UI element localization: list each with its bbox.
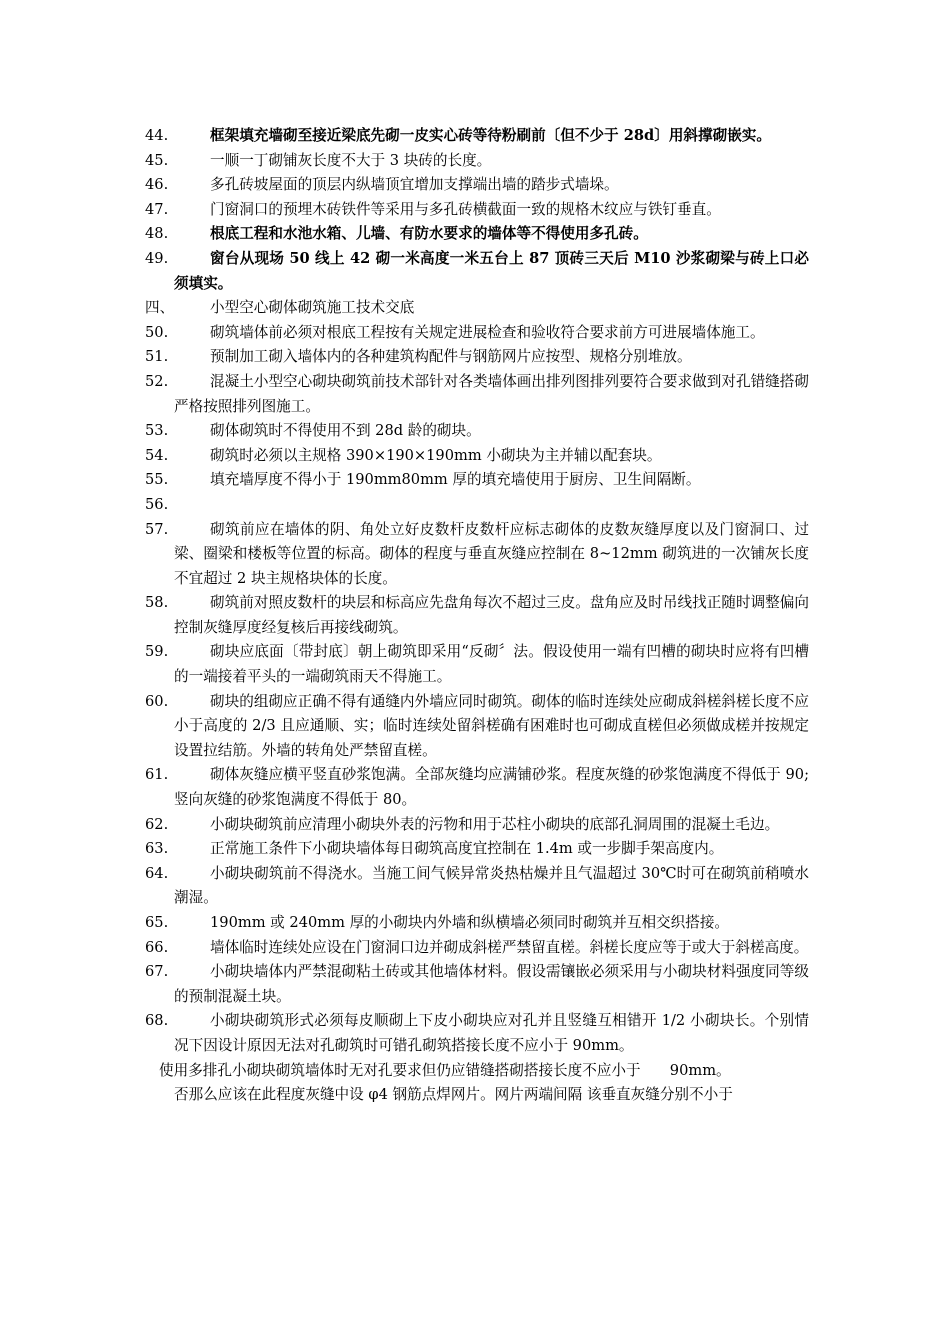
list-item xyxy=(145,960,809,1009)
list-item xyxy=(145,173,809,198)
item-number: 46. xyxy=(145,176,169,194)
list-item xyxy=(145,370,809,419)
item-number: 49. xyxy=(145,249,169,267)
item-number: 63. xyxy=(145,840,169,858)
list-item xyxy=(145,345,809,370)
item-text: 正常施工条件下小砌块墙体每日砌筑高度宜控制在 1.4m 或一步脚手架高度内。 xyxy=(210,840,724,858)
list-item xyxy=(145,591,809,640)
item-number: 56. xyxy=(145,495,169,513)
item-text: 小砌块砌筑前应清理小砌块外表的污物和用于芯柱小砌块的底部孔洞周围的混凝土毛边。 xyxy=(210,815,780,833)
item-number: 53. xyxy=(145,422,169,440)
item-number: 51. xyxy=(145,348,169,366)
item-number: 58. xyxy=(145,594,169,612)
item-text: 小砌块墙体内严禁混砌粘土砖或其他墙体材料。假设需镶嵌必须采用与小砌块材料强度同等级的预制混凝土块。 xyxy=(174,963,809,1005)
item-text: 预制加工砌入墙体内的各种建筑构配件与钢筋网片应按型、规格分别堆放。 xyxy=(210,348,692,366)
item-text xyxy=(145,493,809,518)
list-item xyxy=(145,763,809,812)
list-item xyxy=(145,837,809,862)
item-text: 砌块应底面〔带封底〕朝上砌筑即采用“反砌〞法。假设使用一端有凹槽的砌块时应将有凹槽的一端接着平头的一端砌筑雨天不得施工。 xyxy=(174,643,809,686)
item-number: 59. xyxy=(145,643,169,661)
list-item xyxy=(145,124,809,149)
list-item xyxy=(145,468,809,493)
list-item xyxy=(145,640,809,689)
item-number: 62. xyxy=(145,815,169,833)
list-item xyxy=(145,911,809,936)
item-number: 54. xyxy=(145,446,169,464)
list-item xyxy=(145,444,809,469)
item-text: 砌筑墙体前必须对根底工程按有关规定进展检查和验收符合要求前方可进展墙体施工。 xyxy=(210,323,765,341)
item-text: 根底工程和水池水箱、儿墙、有防水要求的墙体等不得使用多孔砖。 xyxy=(210,225,648,243)
item-text: 190mm 或 240mm 厚的小砌块内外墙和纵横墙必须同时砌筑并互相交织搭接。 xyxy=(210,914,730,931)
item-number: 47. xyxy=(145,200,169,218)
item-number: 四、 xyxy=(145,299,175,317)
item-number: 52. xyxy=(145,372,169,390)
item-text: 砌块的组砌应正确不得有通缝内外墙应同时砌筑。砌体的临时连续处应砌成斜槎斜槎长度不应小于高度的 2/3 且应通顺、实；临时连续处留斜槎确有困难时也可砌成直槎但必须做成槎并按规定设置拉结筋。外墙的转角处严禁留直槎。 xyxy=(174,692,809,759)
item-text: 框架填充墙砌至接近梁底先砌一皮实心砖等待粉刷前〔但不少于 28d〕用斜撑砌嵌实。 xyxy=(210,127,771,144)
list-item xyxy=(145,493,809,518)
item-number: 64. xyxy=(145,864,169,882)
list-item xyxy=(145,296,809,321)
item-text: 砌筑时必须以主规格 390×190×190mm 小砌块为主并辅以配套块。 xyxy=(210,446,662,464)
list-item xyxy=(145,690,809,764)
item-number: 65. xyxy=(145,914,169,931)
list-item xyxy=(145,321,809,346)
item-number: 68. xyxy=(145,1012,169,1030)
item-text: 多孔砖坡屋面的顶层内纵墙顶宜增加支撑端出墙的踏步式墙垛。 xyxy=(210,176,619,194)
item-number: 66. xyxy=(145,938,169,956)
item-number: 57. xyxy=(145,520,169,538)
list-item xyxy=(145,862,809,911)
item-number: 50. xyxy=(145,323,169,341)
item-text: 窗台从现场 50 线上 42 砌一米高度一米五台上 87 顶砖三天后 M10 沙浆砌梁与砖上口必须填实。 xyxy=(174,249,809,292)
item-number: 44. xyxy=(145,127,169,144)
item-number: 48. xyxy=(145,225,169,243)
item-number: 45. xyxy=(145,151,169,169)
item-text: 墙体临时连续处应设在门窗洞口边并砌成斜槎严禁留直槎。斜槎长度应等于或大于斜槎高度。 xyxy=(210,938,809,956)
list-item xyxy=(145,149,809,174)
item-text: 砌筑前应在墙体的阴、角处立好皮数杆皮数杆应标志砌体的皮数灰缝厚度以及门窗洞口、过梁、圈梁和楼板等位置的标高。砌体的程度与垂直灰缝应控制在 8~12mm 砌筑进的一次铺灰长度不宜超过 2 块主规格块体的长度。 xyxy=(174,520,809,587)
paragraph-continuation-2: 否那么应该在此程度灰缝中设 φ4 钢筋点焊网片。网片两端间隔 该垂直灰缝分别不小于 xyxy=(174,1086,733,1104)
item-text: 砌体砌筑时不得使用不到 28d 龄的砌块。 xyxy=(210,422,481,440)
list-item xyxy=(145,419,809,444)
item-number: 61. xyxy=(145,766,169,784)
list-item xyxy=(145,518,809,592)
item-text: 砌体灰缝应横平竖直砂浆饱满。全部灰缝均应满铺砂浆。程度灰缝的砂浆饱满度不得低于 90;竖向灰缝的砂浆饱满度不得低于 80。 xyxy=(174,766,809,809)
paragraph-continuation: 使用多排孔小砌块砌筑墙体时无对孔要求但仍应错缝搭砌搭接长度不应小于 90mm。 xyxy=(159,1061,731,1079)
item-text: 小砌块砌筑前不得浇水。当施工间气候异常炎热枯燥并且气温超过 30℃时可在砌筑前稍喷水潮湿。 xyxy=(174,864,809,907)
item-number: 55. xyxy=(145,471,169,489)
list-item xyxy=(145,222,809,247)
item-text: 一顺一丁砌铺灰长度不大于 3 块砖的长度。 xyxy=(210,151,492,169)
item-text: 填充墙厚度不得小于 190mm80mm 厚的填充墙使用于厨房、卫生间隔断。 xyxy=(210,471,701,489)
document-body xyxy=(145,124,809,1108)
item-text: 门窗洞口的预埋木砖铁件等采用与多孔砖横截面一致的规格木纹应与铁钉垂直。 xyxy=(210,200,721,218)
list-item xyxy=(145,813,809,838)
item-number: 67. xyxy=(145,963,169,981)
item-number: 60. xyxy=(145,692,169,710)
item-text: 小砌块砌筑形式必须每皮顺砌上下皮小砌块应对孔并且竖缝互相错开 1/2 小砌块长。个别情况下因设计原因无法对孔砌筑时可错孔砌筑搭接长度不应小于 90mm。 xyxy=(174,1012,809,1054)
list-item xyxy=(145,1009,809,1058)
item-text: 混凝土小型空心砌块砌筑前技术部针对各类墙体画出排列图排列要符合要求做到对孔错缝搭砌严格按照排列图施工。 xyxy=(174,372,809,415)
list-item xyxy=(145,936,809,961)
list-item xyxy=(145,198,809,223)
list-item xyxy=(145,247,809,296)
item-text: 小型空心砌体砌筑施工技术交底 xyxy=(210,299,415,317)
item-text: 砌筑前对照皮数杆的块层和标高应先盘角每次不超过三皮。盘角应及时吊线找正随时调整偏向控制灰缝厚度经复核后再接线砌筑。 xyxy=(174,594,809,636)
